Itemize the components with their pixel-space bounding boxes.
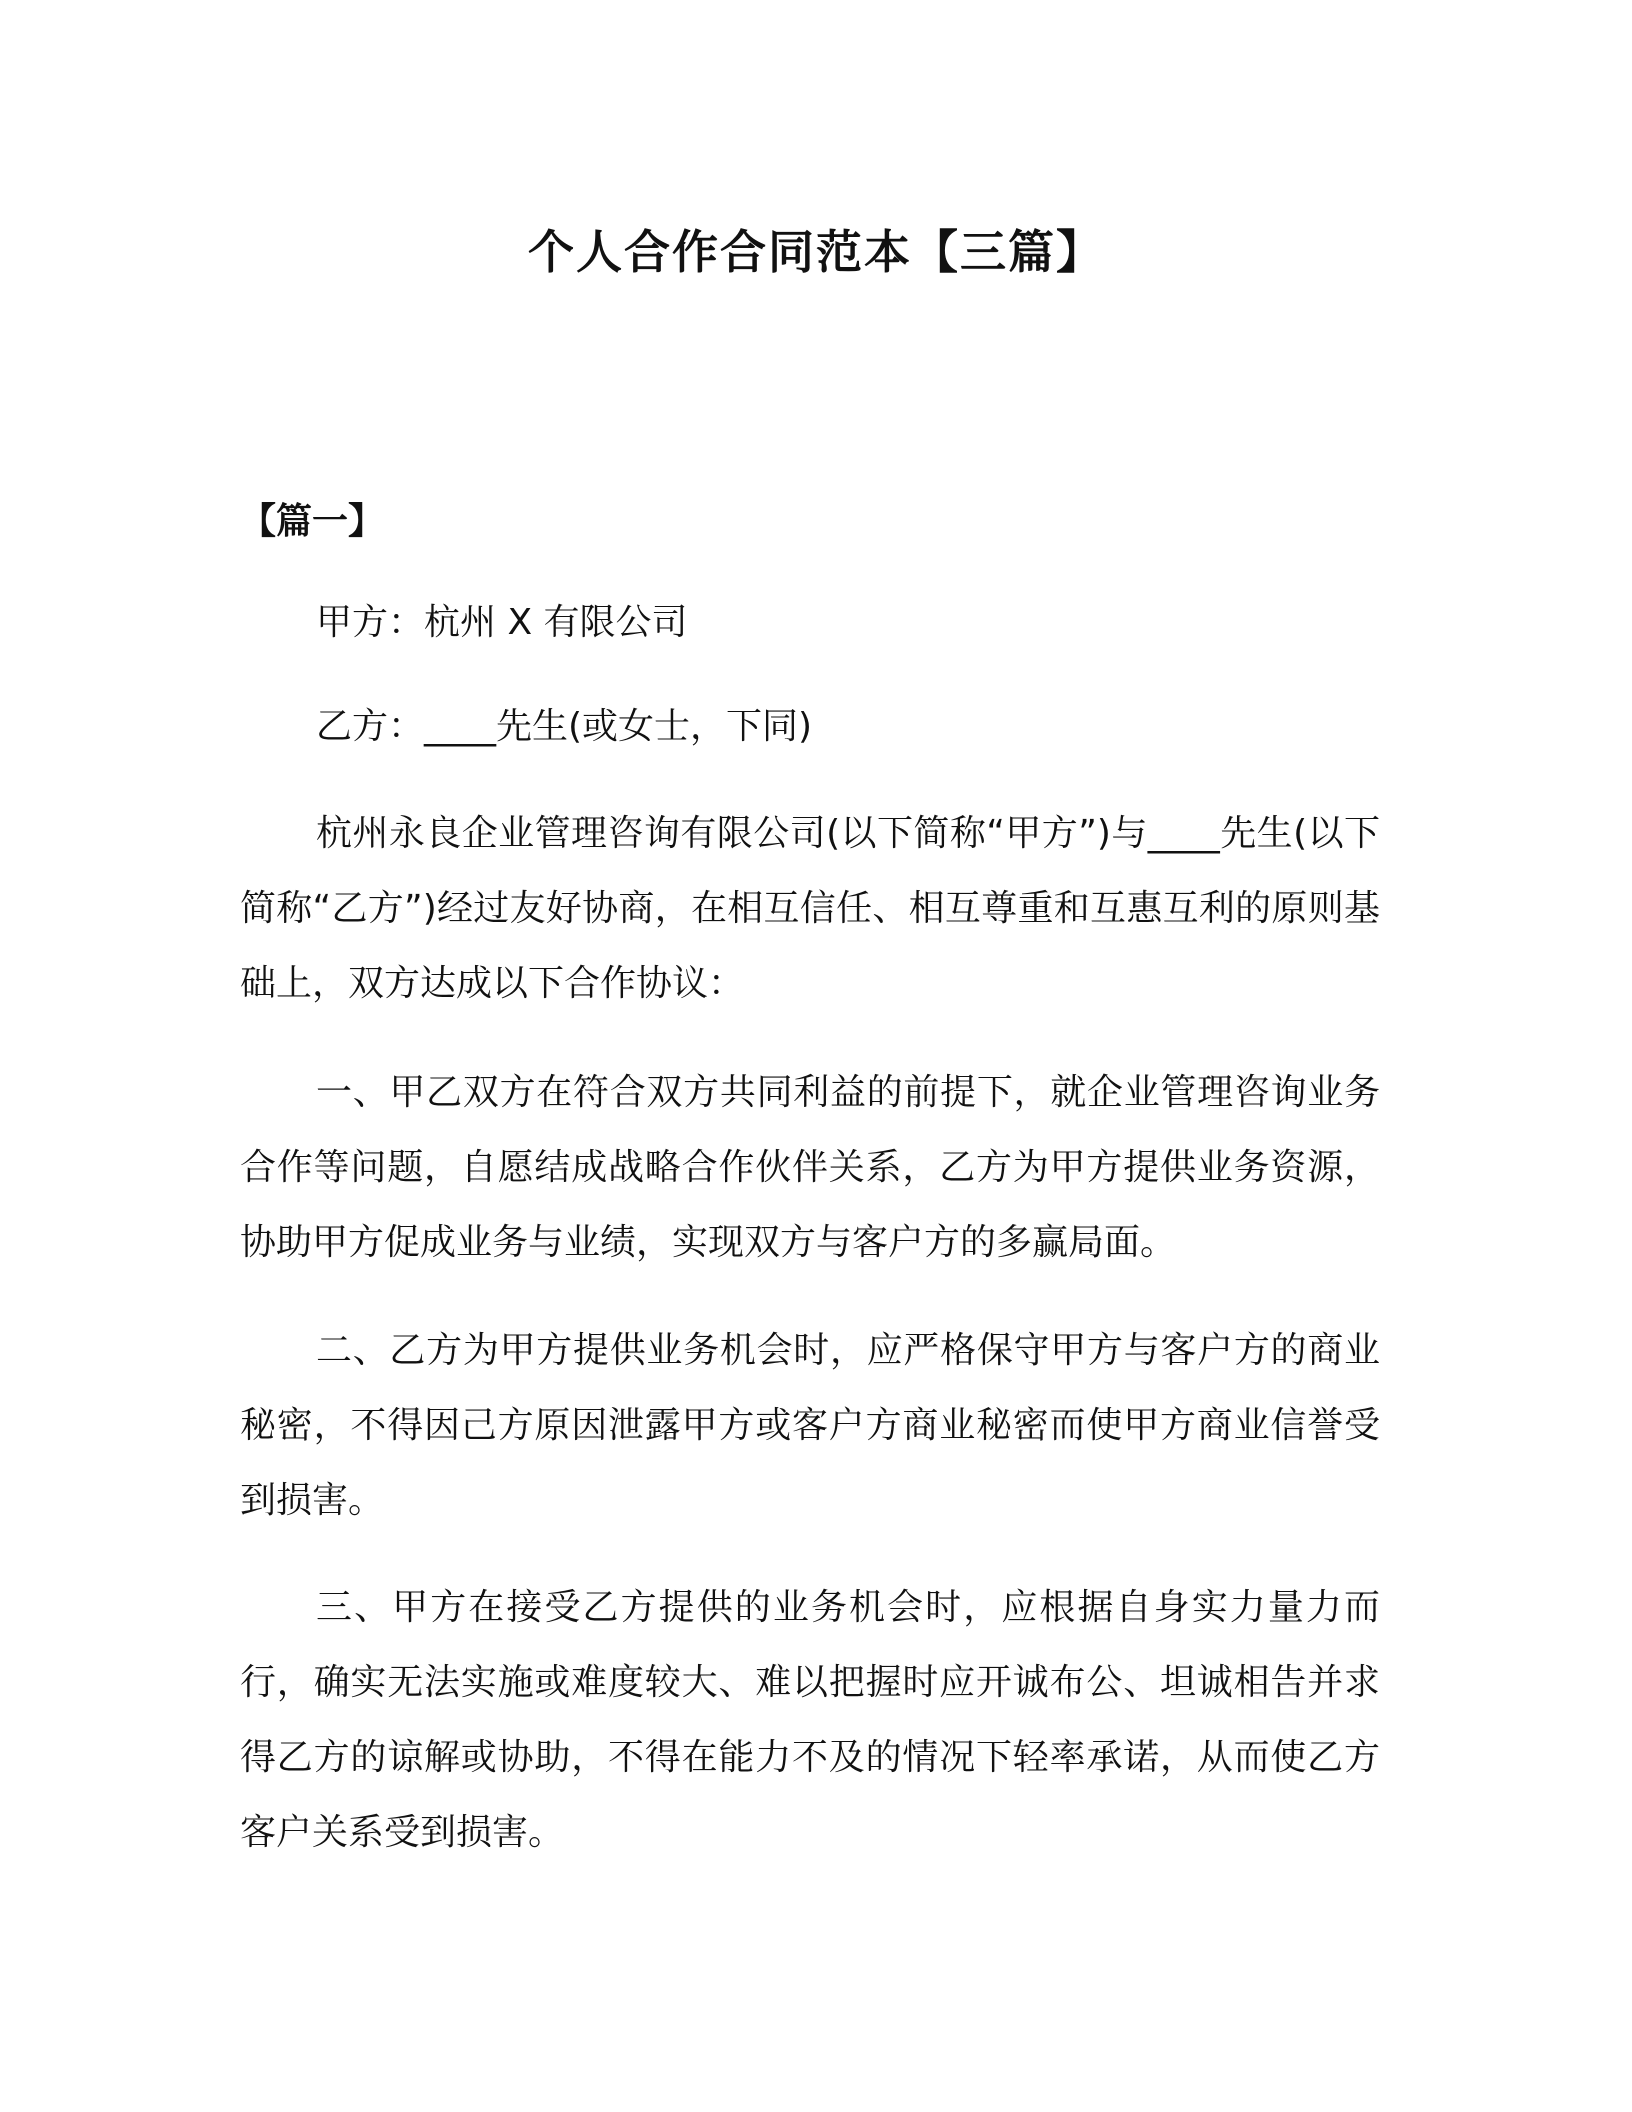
party-a-line: 甲方：杭州 X 有限公司 bbox=[316, 602, 688, 643]
document-title: 个人合作合同范本【三篇】 bbox=[528, 225, 1104, 279]
clause-1-paragraph: 一、甲乙双方在符合双方共同利益的前提下，就企业管理咨询业务合作等问题，自愿结成战略合作伙伴关系，乙方为甲方提供业务资源，协助甲方促成业务与业绩，实现双方与客户方的多赢局面。 bbox=[240, 1072, 1380, 1263]
party-b-line: 乙方：____先生(或女士，下同) bbox=[316, 706, 813, 747]
section-label: 【篇一】 bbox=[240, 501, 385, 542]
clause-3-paragraph: 三、甲方在接受乙方提供的业务机会时，应根据自身实力量力而行，确实无法实施或难度较大、难以把握时应开诚布公、坦诚相告并求得乙方的谅解或协助，不得在能力不及的情况下轻率承诺，从而使乙方客户关系受到损害。 bbox=[240, 1587, 1380, 1853]
intro-paragraph: 杭州永良企业管理咨询有限公司(以下简称“甲方”)与____先生(以下简称“乙方”)经过友好协商，在相互信任、相互尊重和互惠互利的原则基础上，双方达成以下合作协议： bbox=[240, 813, 1380, 1004]
clause-2-paragraph: 二、乙方为甲方提供业务机会时，应严格保守甲方与客户方的商业秘密，不得因己方原因泄露甲方或客户方商业秘密而使甲方商业信誉受到损害。 bbox=[240, 1330, 1380, 1521]
